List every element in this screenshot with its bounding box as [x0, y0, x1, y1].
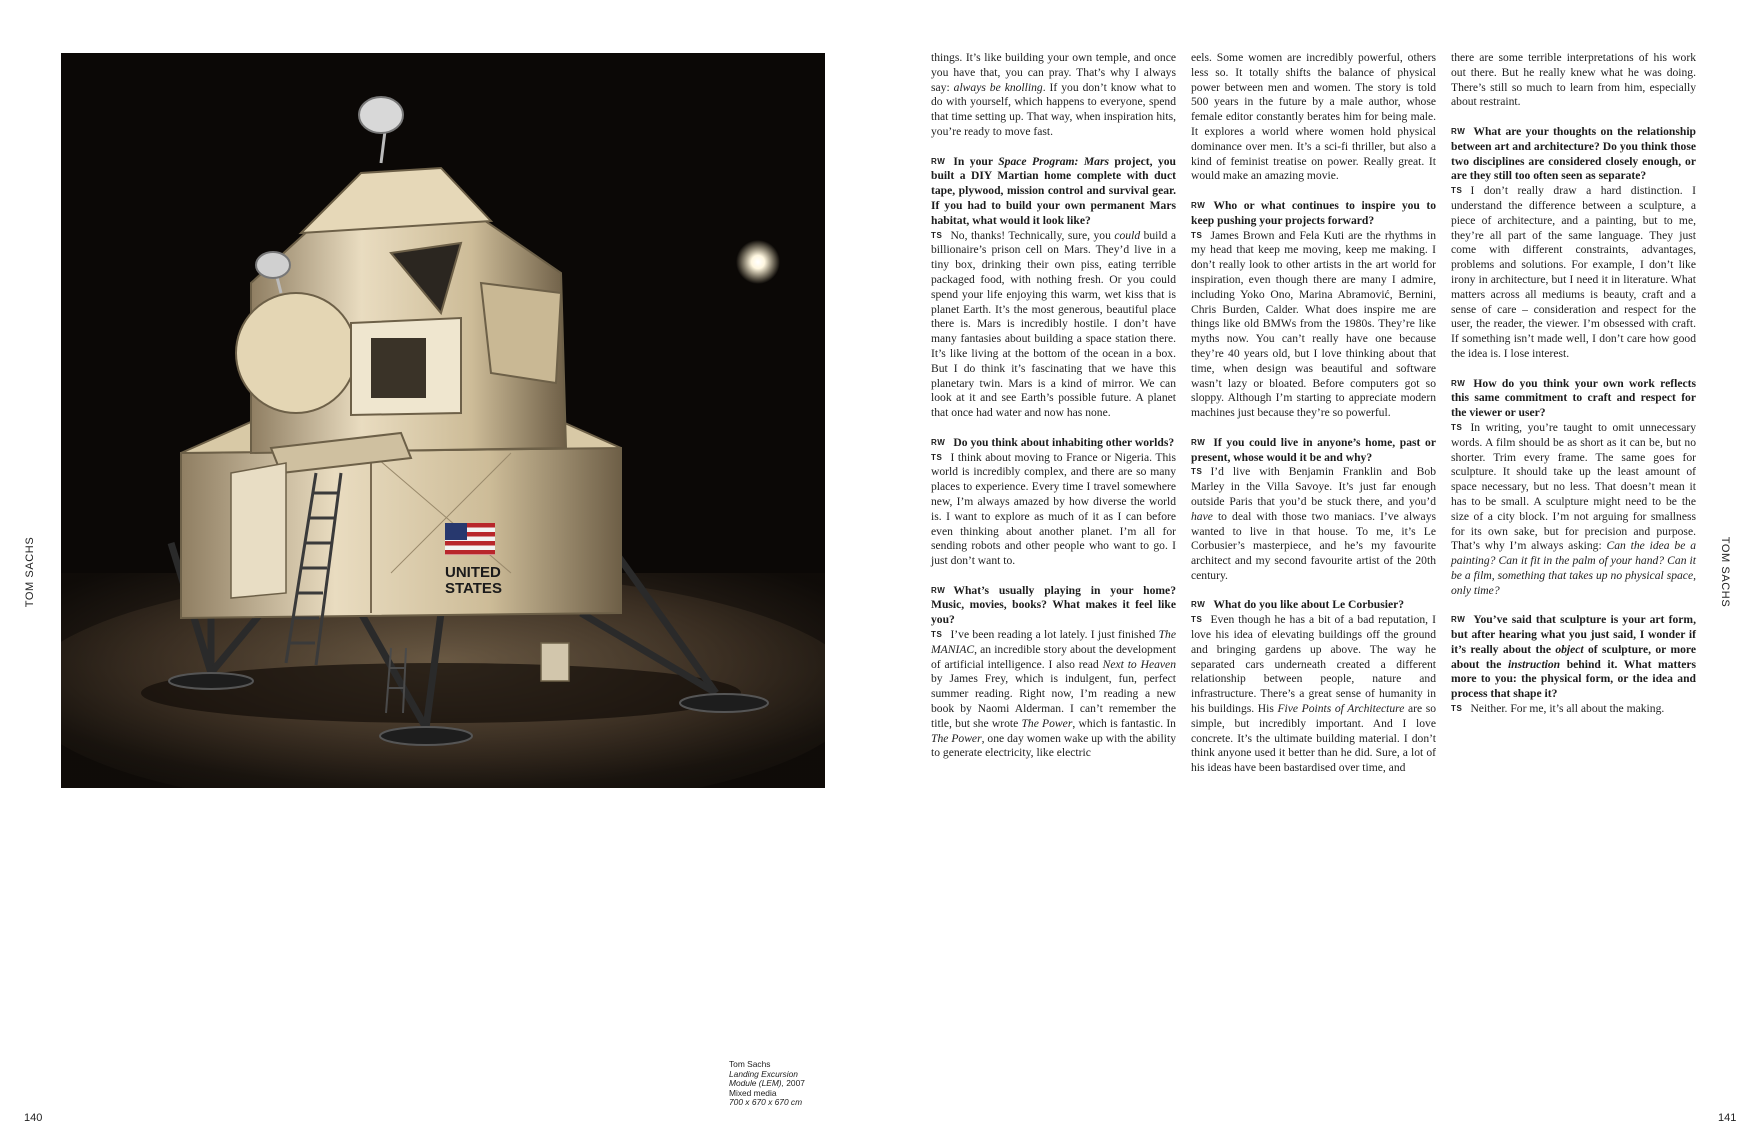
question: RW What’s usually playing in your home? Music, movies, books? What makes it feel like you?: [931, 583, 1176, 627]
text-column-3: [1451, 51, 1696, 732]
question: RW What are your thoughts on the relationship between art and architecture? Do you think those two disciplines are considered closely enough, or are they still too often seen as separate?: [1451, 124, 1696, 183]
caption-title-2: Module (LEM),: [729, 1078, 784, 1089]
caption-artist: Tom Sachs: [729, 1059, 771, 1069]
answer: TS I’ve been reading a lot lately. I just finished The MANIAC, an incredible story about the development of artificial intelligence. I also read Next to Heaven by James Frey, which is indulgent, fun, perfect summer reading. Right now, I’m reading a new book by Naomi Alderman. I can’t remember the title, but she wrote The Power, which is fantastic. In The Power, one day women wake up with the ability to generate electricity, like electric: [931, 628, 1176, 760]
question: RW If you could live in anyone’s home, past or present, whose would it be and why?: [1191, 435, 1436, 464]
text-column-2: [1191, 51, 1436, 791]
tag-ts: TS: [1191, 467, 1203, 477]
tag-ts: TS: [1451, 704, 1463, 714]
answer: TS I’d live with Benjamin Franklin and Bob Marley in the Villa Savoye. It’s just far enough outside Paris that you’d be stuck there, and you’d have to deal with those two maniacs. I’ve always wanted to live in that house. To me, it’s Le Corbusier’s masterpiece, and he’s my favourite architect and my second favourite artist of the 20th century.: [1191, 465, 1436, 582]
photo-caption: [729, 1060, 839, 1108]
tag-rw: RW: [1191, 200, 1206, 210]
answer: TS Neither. For me, it’s all about the making.: [1451, 702, 1665, 716]
question: RW Who or what continues to inspire you to keep pushing your projects forward?: [1191, 198, 1436, 227]
page-number-left: 140: [24, 1112, 43, 1124]
answer: TS James Brown and Fela Kuti are the rhythms in my head that keep me moving, keep me making. I don’t really look to other artists in the art world for inspiration, even though there are many I admire, including Yoko Ono, Marina Abramović, Bernini, Chris Burden, Calder. What does inspire me are things like old BMWs from the 1980s. They’re like myths now. You can’t really have one because they’re 40 years old, but I love thinking about that time, when design was beautiful and software wasn’t lazy or bloated. Before computers got so sloppy. Although I’m starting to appreciate modern machines just because they’re so powerful.: [1191, 228, 1436, 420]
answer: TS I don’t really draw a hard distinction. I understand the difference between a sculpture, a piece of architecture, and a painting, but to me, they’re all part of the same language. They just come with different constraints, advantages, problems and solutions. For example, I don’t like irony in architecture, but I need it in literature. What matters across all mediums is beauty, craft and a sense of care – consideration and respect for the user, the reader, the viewer. I’m obsessed with craft. If something isn’t made well, I don’t care how good the idea is. I lose interest.: [1451, 184, 1696, 360]
question: RW What do you like about Le Corbusier?: [1191, 598, 1405, 612]
question: RW How do you think your own work reflects this same commitment to craft and respect for the viewer or user?: [1451, 376, 1696, 420]
question: RW Do you think about inhabiting other worlds?: [931, 435, 1175, 449]
tag-rw: RW: [1451, 378, 1466, 388]
tag-rw: RW: [1191, 437, 1206, 447]
question: RW In your Space Program: Mars project, you built a DIY Martian home complete with duct tape, plywood, mission control and survival gear. If you had to build your own permanent Mars habitat, what would it look like?: [931, 154, 1176, 227]
lunar-module-illustration: [61, 53, 825, 788]
answer: TS Even though he has a bit of a bad reputation, I love his idea of elevating buildings off the ground and bringing gardens up above. The way he separated cars underneath created a different relationship between people, nature and infrastructure. There’s a great sense of humanity in his buildings. His Five Points of Architecture are so simple, but incredibly important. And I love concrete. It’s the ultimate building material. I don’t think anyone used it better than he did. Sure, a lot of his ideas have been bastardised over time, and: [1191, 613, 1436, 775]
side-label-right: TOM SACHS: [1719, 536, 1731, 608]
question: RW You’ve said that sculpture is your art form, but after hearing what you just said, I wonder if it’s really about the object of sculpture, or more about the instruction behind it. What matters more to you: the physical form, or the idea and process that shape it?: [1451, 613, 1696, 701]
side-label-left: TOM SACHS: [24, 536, 36, 608]
caption-year: 2007: [783, 1078, 805, 1089]
tag-rw: RW: [931, 437, 946, 447]
paragraph: there are some terrible interpretations of his work out there. But he really knew what he was doing. There’s still so much to learn from him, especially about restraint.: [1451, 51, 1696, 109]
tag-ts: TS: [931, 452, 943, 462]
tag-ts: TS: [931, 630, 943, 640]
paragraph: things. It’s like building your own temple, and once you have that, you can pray. That’s why I always say: always be knolling. If you don’t know what to do with yourself, which happens to everyone, spend that time setting up. That way, when inspiration hits, you’re ready to move fast.: [931, 51, 1177, 138]
caption-dimensions: 700 x 670 x 670 cm: [729, 1097, 803, 1108]
caption-medium: Mixed media: [729, 1087, 777, 1098]
tag-ts: TS: [931, 230, 943, 240]
tag-rw: RW: [1191, 600, 1206, 610]
tag-ts: TS: [1451, 186, 1463, 196]
answer: TS No, thanks! Technically, sure, you could build a billionaire’s prison cell on Mars. They’d live in a tiny box, drinking their own piss, eating terrible packaged food, with nothing fresh. Or you could spend your life enjoying this warm, wet kiss that is planet Earth. It’s the most generous, beautiful place there is. Mars is incredibly hostile. I don’t have many fantasies about building a space station there. It’s like living at the bottom of the ocean in a box. But I do think it’s fascinating that we have this planetary twin. Mars is a kind of mirror. We can look at it and see Earth’s possible future. A planet that once had water and now has none.: [931, 228, 1177, 420]
light-source: [736, 240, 780, 284]
flag-text-1: UNITED: [445, 564, 501, 581]
paragraph: eels. Some women are incredibly powerful, others less so. It totally shifts the balance of physical power between men and women. The story is told 500 years in the future by a male author, whose female editor constantly berates him for being male. It explores a world where women hold physical dominance over men. It’s a sci-fi thriller, but also a kind of feminist treatise on power. Really great. It would make an amazing movie.: [1191, 51, 1436, 183]
tag-rw: RW: [1451, 615, 1466, 625]
tag-rw: RW: [931, 585, 946, 595]
tag-rw: RW: [931, 156, 946, 166]
tag-ts: TS: [1451, 422, 1463, 432]
tag-ts: TS: [1191, 230, 1203, 240]
tag-ts: TS: [1191, 615, 1203, 625]
answer: TS I think about moving to France or Nigeria. This world is incredibly complex, and there are so many places to experience. Every time I travel somewhere new, I’m always amazed by how diverse the world is. I want to explore as much of it as I can before even thinking about another planet. I’m all for sending robots and other people who want to go. I just don’t want to.: [931, 450, 1176, 568]
caption-title-1: Landing Excursion: [729, 1068, 798, 1079]
answer: TS In writing, you’re taught to omit unnecessary words. A film should be as short as it can be, but no shorter. Trim every frame. The same goes for sculpture. It should take up the least amount of space necessary, but no less. That doesn’t mean it has to be small. A sculpture might need to be the size of a city block. I’m not arguing for smallness for its own sake, but for precision and purpose. That’s why I’m always asking: Can the idea be a painting? Can it fit in the palm of your hand? Can it be a film, something that takes up no physical space, only time?: [1451, 420, 1696, 597]
flag-text-2: STATES: [445, 580, 502, 597]
tag-rw: RW: [1451, 126, 1466, 136]
lunar-module-photo: [61, 53, 825, 788]
us-flag: [445, 523, 495, 555]
page-number-right: 141: [1718, 1112, 1737, 1124]
text-column-1: [931, 51, 1176, 776]
